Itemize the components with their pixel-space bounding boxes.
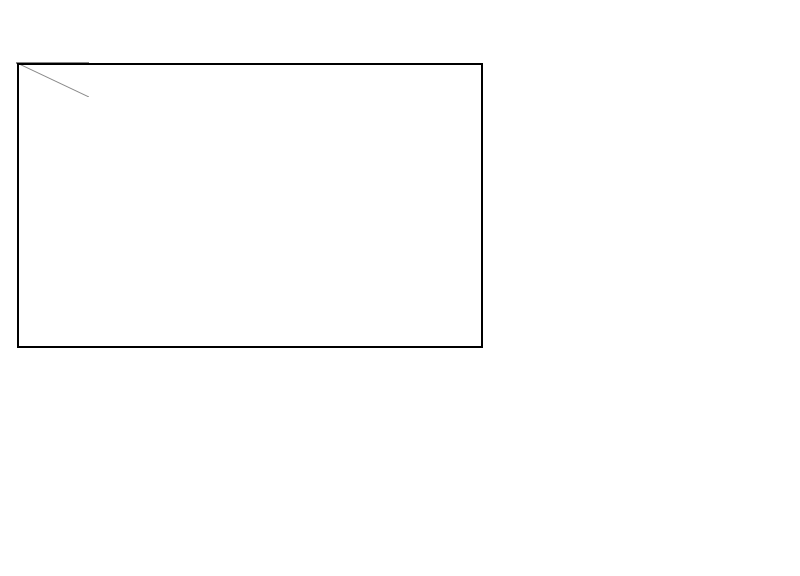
financial-sector-frame [17,63,483,348]
corner-diagonal [17,63,89,97]
footnote [6,552,62,566]
table-corner-header [17,63,89,64]
linkage-table [16,62,787,64]
